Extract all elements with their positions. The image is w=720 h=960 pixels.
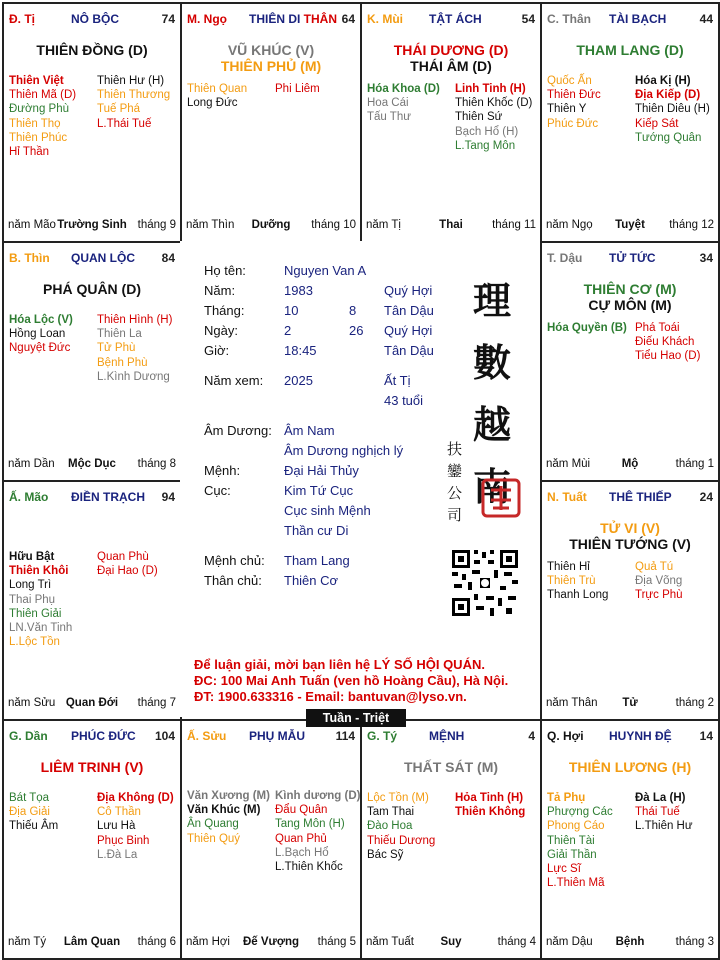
- palace-header: [9, 490, 175, 506]
- minor-star: Bác Sỹ: [367, 848, 404, 861]
- palace-branch: N. Tuất: [547, 490, 587, 504]
- cuc-note-2: Thần cư Di: [284, 523, 349, 538]
- palace-name: TÀI BẠCH: [609, 12, 667, 26]
- minor-star: Địa Giải: [9, 806, 50, 819]
- month-canchi: Tân Dậu: [384, 303, 434, 318]
- minor-star: Thiên Mã (D): [9, 89, 77, 102]
- minor-star: Địa Kiếp (D): [635, 89, 701, 102]
- seal-small-text: 扶鑾公司: [447, 440, 463, 524]
- tuan-triet-badge: Tuần - Triệt: [306, 709, 406, 727]
- minor-star: Thanh Long: [547, 589, 609, 602]
- day-label: Ngày:: [204, 323, 238, 338]
- palace-year: năm Hợi: [186, 936, 230, 948]
- main-star: LIÊM TRINH (V): [40, 759, 144, 775]
- palace-month: tháng 1: [675, 458, 714, 470]
- palace-age: 114: [335, 729, 355, 743]
- minor-star: Điếu Khách: [635, 336, 695, 349]
- palace-header: [9, 729, 175, 745]
- minor-star: Long Trì: [9, 579, 52, 592]
- palace-cell-p-dan[interactable]: [2, 719, 182, 960]
- main-star: THIÊN CƠ (M): [583, 281, 677, 297]
- destiny-value: Đại Hải Thủy: [284, 463, 359, 478]
- palace-name: MỆNH: [429, 729, 465, 743]
- palace-cell-p-dau[interactable]: [540, 241, 720, 482]
- minor-star: Giải Thần: [547, 848, 597, 861]
- palace-header: [367, 729, 535, 745]
- minor-star: Quan Phủ: [275, 832, 327, 845]
- palace-cell-p-mao[interactable]: [2, 480, 182, 721]
- palace-month: tháng 11: [492, 219, 536, 231]
- palace-month: tháng 6: [137, 936, 176, 948]
- palace-phase: Thai: [439, 219, 463, 231]
- minor-star: Ân Quang: [187, 818, 239, 831]
- palace-year: năm Mão: [8, 219, 56, 231]
- minor-star: Thiên Trù: [547, 575, 596, 588]
- minor-stars-right: [455, 82, 532, 153]
- main-star: THẤT SÁT (M): [403, 759, 499, 775]
- minor-star: Thiên Giải: [9, 607, 62, 620]
- palace-cell-p-hoi[interactable]: [540, 719, 720, 960]
- minor-star: Thiên Diêu (H): [635, 103, 710, 116]
- minor-stars-right: [275, 789, 360, 874]
- palace-cell-p-thin[interactable]: [2, 241, 182, 482]
- destiny-label: Mệnh:: [204, 463, 241, 478]
- palace-branch: B. Thìn: [9, 251, 50, 265]
- cuc-value: Kim Tứ Cục: [284, 483, 354, 498]
- minor-star: Thiên Hỉ: [547, 561, 590, 573]
- logo-char: 南: [472, 464, 511, 509]
- palace-branch: C. Thân: [547, 12, 591, 26]
- minor-star: Tấu Thư: [367, 111, 411, 124]
- minor-star: Thiên Khốc (D): [455, 97, 533, 110]
- minor-stars-left: [9, 550, 72, 649]
- palace-header: [547, 251, 713, 267]
- minor-star: L.Tang Môn: [455, 139, 516, 152]
- destiny-lord-label: Mệnh chủ:: [204, 553, 265, 568]
- minor-star: Hữu Bật: [9, 551, 55, 563]
- minor-star: Tướng Quân: [635, 131, 702, 144]
- minor-star: Thiên Quý: [187, 832, 241, 845]
- minor-star: Thiên Thương: [97, 89, 171, 102]
- palace-phase: Mộc Dục: [68, 458, 116, 470]
- minor-star: Kiếp Sát: [635, 117, 679, 130]
- palace-year: năm Dần: [8, 458, 55, 470]
- minor-star: Nguyệt Đức: [9, 342, 71, 355]
- cuc-label: Cục:: [204, 483, 231, 498]
- palace-name: HUYNH ĐỆ: [609, 729, 672, 743]
- palace-year: năm Ngọ: [546, 219, 593, 231]
- yinyang-label: Âm Dương:: [204, 423, 272, 438]
- palace-month: tháng 2: [675, 697, 714, 709]
- main-star: THAM LANG (D): [576, 42, 684, 58]
- palace-phase: Tuyệt: [615, 219, 645, 231]
- minor-star: Bệnh Phù: [97, 356, 148, 369]
- main-star: CỰ MÔN (M): [588, 297, 672, 313]
- main-star: THÁI ÂM (D): [410, 58, 492, 74]
- palace-name: PHÚC ĐỨC: [71, 729, 136, 743]
- minor-star: L.Thái Tuế: [97, 117, 152, 130]
- minor-star: Quan Phù: [97, 551, 149, 563]
- minor-star: Kình dương (D): [275, 790, 361, 802]
- palace-name: TỬ TỨC: [609, 251, 656, 265]
- palace-footer: [8, 936, 176, 950]
- palace-cell-p-ti-topleft[interactable]: [2, 2, 182, 243]
- minor-star: Linh Tinh (H): [455, 83, 526, 95]
- main-star: PHÁ QUÂN (D): [43, 281, 141, 297]
- palace-month: tháng 12: [669, 219, 714, 231]
- palace-footer: [546, 936, 714, 950]
- hour-label: Giờ:: [204, 343, 230, 358]
- minor-star: Thiên Sứ: [455, 111, 503, 124]
- minor-stars-right: [635, 791, 693, 834]
- minor-star: Thiên La: [97, 328, 142, 341]
- minor-star: Bạch Hổ (H): [455, 125, 519, 138]
- minor-star: Hồng Loan: [9, 328, 66, 341]
- minor-star: L.Thiên Hư: [635, 820, 693, 833]
- main-star: THÁI DƯƠNG (D): [393, 42, 509, 58]
- minor-star: L.Thiên Mã: [547, 877, 605, 890]
- minor-stars-left: [9, 74, 76, 159]
- palace-year: năm Tuất: [366, 936, 414, 948]
- main-star: THIÊN TƯỚNG (V): [569, 536, 691, 552]
- minor-star: Tam Thai: [367, 806, 415, 819]
- minor-star: Trực Phù: [635, 589, 683, 602]
- palace-branch: G. Dần: [9, 729, 48, 743]
- palace-month: tháng 4: [497, 936, 536, 948]
- palace-footer: [546, 219, 714, 233]
- contact-block: [194, 657, 534, 705]
- palace-footer: [366, 936, 536, 950]
- minor-star: Tang Môn (H): [275, 818, 345, 831]
- minor-stars-left: [367, 791, 435, 862]
- minor-star: Đẩu Quân: [275, 804, 328, 817]
- minor-stars-right: [455, 791, 525, 819]
- minor-star: Phúc Đức: [547, 117, 599, 130]
- minor-star: Thiên Thọ: [9, 117, 61, 130]
- palace-month: tháng 7: [137, 697, 176, 709]
- palace-header: [9, 12, 175, 28]
- minor-star: Hóa Lộc (V): [9, 314, 73, 326]
- minor-star: Hỉ Thần: [9, 146, 50, 159]
- minor-stars-right: [97, 791, 174, 862]
- yinyang-note: Âm Dương nghịch lý: [284, 443, 404, 458]
- palace-phase: Bệnh: [615, 936, 645, 948]
- palace-cell-p-tuat[interactable]: [540, 480, 720, 721]
- minor-star: Văn Xương (M): [187, 790, 270, 802]
- month-lunar: 8: [349, 303, 357, 318]
- palace-name: ĐIỀN TRẠCH: [71, 490, 145, 504]
- minor-star: Đà La (H): [635, 792, 686, 804]
- palace-name: PHỤ MẪU: [249, 729, 305, 743]
- hour-canchi: Tân Dậu: [384, 343, 434, 358]
- minor-star: Thiên Khôi: [9, 565, 69, 578]
- logo-char: 理: [472, 278, 511, 323]
- palace-footer: [186, 219, 356, 233]
- contact-phone-email[interactable]: ĐT: 1900.633316 - Email: bantuvan@lyso.vn.: [194, 689, 467, 704]
- logo-char: 越: [472, 402, 511, 447]
- main-star: THIÊN LƯƠNG (H): [568, 759, 692, 775]
- palace-branch: Đ. Tị: [9, 12, 35, 26]
- minor-star: Thiên Hình (H): [97, 314, 173, 326]
- palace-branch: M. Ngọ: [187, 12, 227, 26]
- palace-age: 74: [161, 12, 175, 26]
- minor-star: Thiên Đức: [547, 89, 601, 102]
- palace-header: [9, 251, 175, 267]
- palace-phase: Tử: [622, 697, 638, 709]
- minor-stars-right: [635, 74, 710, 145]
- palace-footer: [366, 219, 536, 233]
- palace-cell-p-ty[interactable]: [360, 719, 542, 960]
- minor-stars-left: [187, 82, 247, 110]
- view-year-canchi: Ất Tị: [384, 373, 411, 388]
- palace-name: THÊ THIẾP: [609, 490, 672, 504]
- minor-stars-left: [187, 789, 270, 846]
- minor-stars-right: [97, 550, 158, 578]
- minor-star: Thiếu Dương: [367, 834, 436, 847]
- minor-star: Phong Cáo: [547, 820, 605, 833]
- name-value: Nguyen Van A: [284, 263, 367, 278]
- palace-name: TẬT ÁCH: [429, 12, 482, 26]
- minor-star: Hóa Quyền (B): [547, 322, 627, 334]
- view-year-value: 2025: [284, 373, 313, 388]
- palace-year: năm Tị: [366, 219, 401, 231]
- minor-stars-left: [9, 313, 73, 356]
- palace-footer: [8, 697, 176, 711]
- minor-star: Phượng Các: [547, 806, 613, 819]
- palace-cell-p-mui[interactable]: [360, 2, 542, 243]
- palace-cell-p-ngo[interactable]: [180, 2, 362, 243]
- day-value: 2: [284, 323, 292, 338]
- palace-month: tháng 3: [675, 936, 714, 948]
- palace-branch: Ấ. Sửu: [187, 729, 227, 743]
- palace-header: [547, 12, 713, 28]
- minor-stars-left: [547, 791, 613, 890]
- palace-year: năm Thìn: [186, 219, 235, 231]
- minor-star: Thiên Việt: [9, 75, 64, 87]
- palace-year: năm Dậu: [546, 936, 593, 948]
- body-palace-marker: THÂN: [303, 12, 337, 26]
- age-value: 43 tuổi: [384, 393, 424, 408]
- minor-star: LN.Văn Tinh: [9, 622, 73, 635]
- minor-star: Hóa Kị (H): [635, 75, 691, 87]
- minor-star: Hoa Cái: [367, 97, 409, 110]
- palace-header: [367, 12, 535, 28]
- palace-phase: Quan Đới: [65, 697, 119, 709]
- palace-branch: K. Mùi: [367, 12, 403, 26]
- body-lord-label: Thân chủ:: [204, 573, 262, 588]
- minor-star: Thiếu Âm: [9, 820, 59, 833]
- minor-star: Long Đức: [187, 97, 238, 110]
- minor-stars-right: [635, 560, 683, 603]
- minor-star: Hỏa Tinh (H): [455, 792, 524, 804]
- year-label: Năm:: [204, 283, 236, 298]
- minor-stars-left: [547, 560, 608, 603]
- palace-phase: Lâm Quan: [63, 936, 121, 948]
- minor-star: Lưu Hà: [97, 820, 136, 833]
- day-lunar: 26: [349, 323, 364, 338]
- minor-star: Phi Liêm: [275, 83, 320, 95]
- palace-footer: [186, 936, 356, 950]
- palace-cell-p-than-topright[interactable]: [540, 2, 720, 243]
- palace-month: tháng 8: [137, 458, 176, 470]
- yinyang-value: Âm Nam: [284, 423, 335, 438]
- minor-star: Thiên Không: [455, 806, 526, 819]
- minor-star: L.Bạch Hổ: [275, 846, 329, 859]
- minor-star: Phá Toái: [635, 322, 680, 334]
- minor-star: Địa Võng: [635, 575, 683, 588]
- minor-star: Tả Phụ: [547, 792, 586, 804]
- palace-name: THIÊN DI: [249, 12, 301, 26]
- minor-star: L.Thiên Khốc: [275, 861, 343, 874]
- minor-star: L.Kình Dương: [97, 370, 170, 383]
- minor-star: Quốc Ấn: [547, 75, 592, 87]
- minor-star: Tiểu Hao (D): [635, 350, 701, 363]
- minor-star: Bát Tọa: [9, 792, 50, 804]
- main-star: THIÊN PHỦ (M): [220, 58, 322, 74]
- palace-header: [547, 729, 713, 745]
- contact-address: ĐC: 100 Mai Anh Tuấn (ven hồ Hoàng Cầu), Hà Nội.: [194, 673, 509, 688]
- destiny-lord-value: Tham Lang: [284, 553, 350, 568]
- minor-star: L.Lộc Tồn: [9, 636, 60, 649]
- palace-footer: [546, 697, 714, 711]
- palace-age: 14: [699, 729, 713, 743]
- minor-star: Thai Phụ: [9, 593, 56, 606]
- cuc-note-1: Cục sinh Mệnh: [284, 503, 371, 518]
- palace-header: [547, 490, 713, 506]
- minor-star: Địa Không (D): [97, 792, 174, 804]
- view-year-label: Năm xem:: [204, 373, 264, 388]
- main-star: VŨ KHÚC (V): [227, 42, 315, 58]
- palace-age: 84: [161, 251, 175, 265]
- minor-star: Đường Phù: [9, 103, 69, 116]
- month-value: 10: [284, 303, 299, 318]
- palace-month: tháng 9: [137, 219, 176, 231]
- palace-year: năm Mùi: [546, 458, 591, 470]
- palace-age: 94: [161, 490, 175, 504]
- palace-phase: Trường Sinh: [57, 219, 127, 231]
- year-value: 1983: [284, 283, 313, 298]
- minor-star: Quả Tú: [635, 561, 674, 573]
- minor-star: Thiên Phúc: [9, 131, 68, 144]
- palace-branch: Ấ. Mão: [9, 490, 49, 504]
- red-seal-icon: [481, 478, 521, 518]
- palace-age: 54: [521, 12, 535, 26]
- qr-code-icon: [450, 548, 520, 618]
- palace-phase: Mộ: [621, 458, 639, 470]
- contact-line-1: Để luận giải, mời bạn liên hệ LÝ SỐ HỘI QUÁN.: [194, 657, 485, 672]
- palace-age: 4: [528, 729, 535, 743]
- logo-char: 數: [472, 340, 511, 385]
- minor-stars-right: [97, 313, 172, 384]
- palace-footer: [8, 458, 176, 472]
- minor-star: Văn Khúc (M): [187, 804, 261, 817]
- minor-stars-left: [367, 82, 440, 125]
- palace-month: tháng 10: [311, 219, 356, 231]
- minor-star: Thiên Quan: [187, 83, 248, 95]
- palace-name: QUAN LỘC: [71, 251, 135, 265]
- minor-stars-left: [547, 74, 601, 131]
- minor-star: Tử Phù: [97, 342, 136, 355]
- minor-star: Đào Hoa: [367, 820, 413, 833]
- minor-stars-left: [547, 321, 627, 335]
- palace-name: NÔ BỘC: [71, 12, 119, 26]
- minor-stars-right: [97, 74, 170, 131]
- palace-header: [187, 12, 355, 28]
- palace-footer: [8, 219, 176, 233]
- palace-age: 104: [154, 729, 175, 743]
- name-label: Họ tên:: [204, 263, 246, 278]
- body-lord-value: Thiên Cơ: [284, 573, 339, 588]
- minor-star: Thái Tuế: [635, 806, 680, 819]
- palace-age: 34: [699, 251, 713, 265]
- palace-year: năm Sửu: [8, 697, 56, 709]
- main-star: TỬ VI (V): [600, 520, 660, 536]
- minor-star: Cô Thần: [97, 806, 141, 819]
- minor-star: Thiên Y: [547, 103, 587, 116]
- palace-year: năm Thân: [546, 697, 598, 709]
- palace-age: 64: [341, 12, 355, 26]
- minor-star: Thiên Tài: [547, 834, 595, 847]
- palace-year: năm Tý: [8, 936, 47, 948]
- palace-footer: [546, 458, 714, 472]
- day-canchi: Quý Hợi: [384, 323, 433, 338]
- palace-header: [187, 729, 355, 745]
- palace-age: 24: [699, 490, 713, 504]
- palace-age: 44: [699, 12, 713, 26]
- palace-month: tháng 5: [317, 936, 356, 948]
- hour-value: 18:45: [284, 343, 317, 358]
- minor-star: Đại Hao (D): [97, 565, 158, 578]
- palace-phase: Đế Vượng: [242, 936, 300, 948]
- palace-phase: Suy: [440, 936, 462, 948]
- year-canchi: Quý Hợi: [384, 283, 433, 298]
- minor-stars-right: [275, 82, 320, 96]
- minor-star: Lực Sĩ: [547, 863, 581, 876]
- minor-star: L.Đà La: [97, 848, 138, 861]
- minor-stars-left: [9, 791, 58, 834]
- minor-star: Phục Binh: [97, 834, 150, 847]
- palace-phase: Dưỡng: [251, 219, 291, 231]
- minor-star: Hóa Khoa (D): [367, 83, 440, 95]
- main-star: THIÊN ĐỒNG (D): [36, 42, 148, 58]
- month-label: Tháng:: [204, 303, 245, 318]
- minor-star: Lộc Tồn (M): [367, 792, 429, 804]
- palace-branch: T. Dậu: [547, 251, 583, 265]
- minor-star: Tuế Phá: [97, 103, 141, 116]
- palace-branch: Q. Hợi: [547, 729, 584, 743]
- minor-star: Thiên Hư (H): [97, 75, 165, 87]
- palace-branch: G. Tý: [367, 729, 398, 743]
- minor-stars-right: [635, 321, 700, 364]
- palace-cell-p-suu[interactable]: [180, 719, 362, 960]
